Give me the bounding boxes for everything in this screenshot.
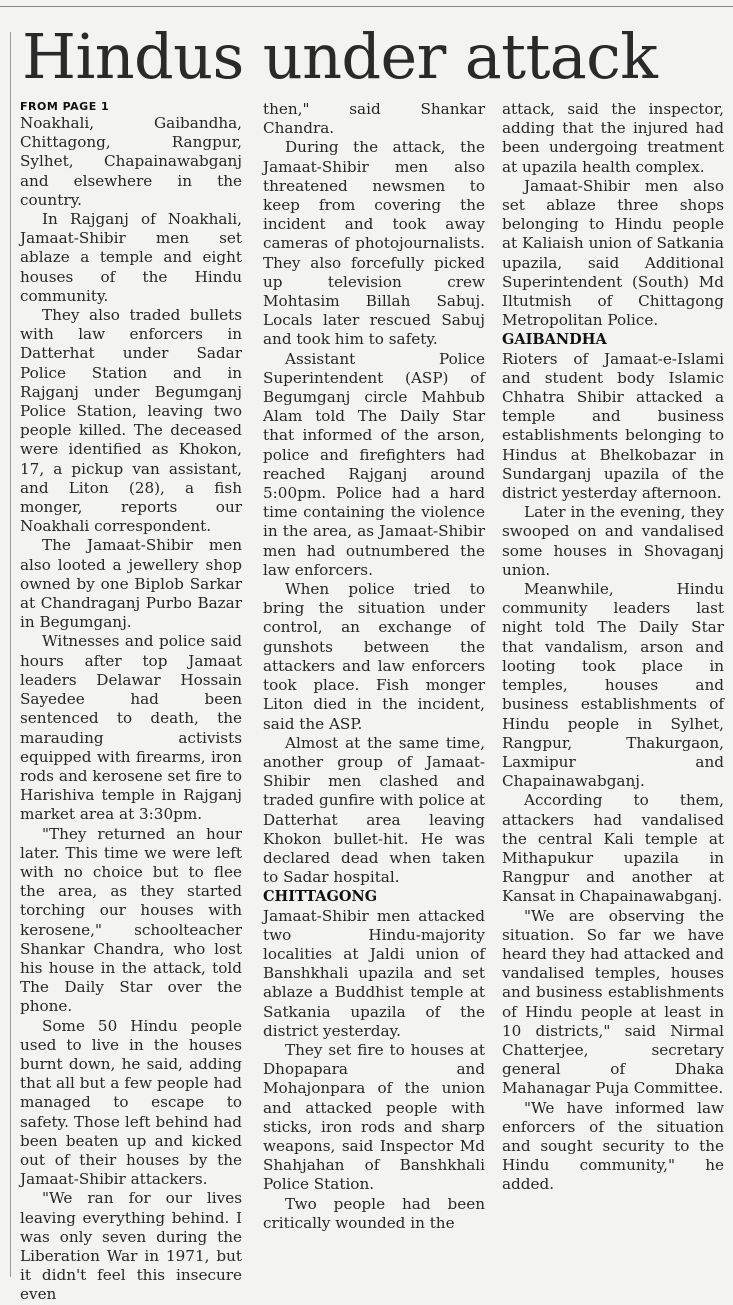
paragraph: They set fire to houses at Dhopapara and Mohajonpara of the union and attacked people with sticks, iron rods and sharp weapons, said Inspector Md Shahjahan of Banshkhali Police Station.	[263, 1040, 485, 1194]
paragraph: "We have informed law enforcers of the situation and sought security to the Hindu community," he added.	[502, 1098, 724, 1194]
top-rule	[0, 6, 733, 7]
paragraph: Jamaat-Shibir men also set ablaze three shops belonging to Hindu people at Kaliaish union of Satkania upazila, said Additional Superintendent (South) Md Iltutmish of Chittagong Metropolitan Police.	[502, 176, 724, 330]
column-rule	[10, 32, 11, 1277]
paragraph: Two people had been critically wounded in the	[263, 1194, 485, 1232]
column-2	[263, 100, 485, 1233]
paragraph: Meanwhile, Hindu community leaders last night told The Daily Star that vandalism, arson and looting took place in temples, houses and business establishments of Hindu people in Sylhet, Rangpur, Thakurgaon, Laxmipur and Chapainawabganj.	[502, 580, 724, 791]
column-1	[20, 100, 242, 1305]
paragraph: "They returned an hour later. This time we were left with no choice but to flee the area, as they started torching our houses with kerosene," schoolteacher Shankar Chandra, who lost his house in the attack, told The Daily Star over the phone.	[20, 824, 242, 1016]
paragraph: "We ran for our lives leaving everything behind. I was only seven during the Liberation War in 1971, but it didn't feel this insecure even	[20, 1189, 242, 1304]
paragraph: In Rajganj of Noakhali, Jamaat-Shibir men set ablaze a temple and eight houses of the Hindu community.	[20, 210, 242, 305]
paragraph: Later in the evening, they swooped on and vandalised some houses in Shovaganj union.	[502, 503, 724, 579]
subhead-chittagong: CHITTAGONG	[263, 888, 378, 906]
paragraph: "We are observing the situation. So far we have heard they had attacked and vandalised temples, houses and business establishments of Hindu people at least in 10 districts," said Nirmal Chatterjee, secretary general of Dhaka Mahanagar Puja Committee.	[502, 906, 724, 1098]
paragraph: According to them, attackers had vandalised the central Kali temple at Mithapukur upazila in Rangpur and another at Kansat in Chapainawabganj.	[502, 791, 724, 906]
headline: Hindus under attack	[22, 20, 658, 93]
paragraph: During the attack, the Jamaat-Shibir men also threatened newsmen to keep from covering the incident and took away cameras of photojournalists. They also forcefully picked up television crew Mohtasim Billah Sabuj. Locals later rescued Sabuj and took him to safety.	[263, 138, 485, 349]
column-3	[502, 100, 724, 1195]
paragraph: attack, said the inspector, adding that the injured had been undergoing treatment at upazila health complex.	[502, 100, 724, 176]
from-page-label: FROM PAGE 1	[20, 100, 110, 113]
paragraph: Almost at the same time, another group of Jamaat-Shibir men clashed and traded gunfire with police at Datterhat area leaving Khokon bullet-hit. He was declared dead when taken to Sadar hospital.	[263, 733, 485, 887]
paragraph: Jamaat-Shibir men attacked two Hindu-majority localities at Jaldi union of Banshkhali upazila and set ablaze a Buddhist temple at Satkania upazila of the district yesterday.	[263, 906, 485, 1040]
paragraph: then," said Shankar Chandra.	[263, 100, 485, 138]
subhead-gaibandha: GAIBANDHA	[502, 331, 607, 349]
paragraph: When police tried to bring the situation under control, an exchange of gunshots between the attackers and law enforcers took place. Fish monger Liton died in the incident, said the ASP.	[263, 580, 485, 733]
paragraph: Assistant Police Superintendent (ASP) of Begumganj circle Mahbub Alam told The Daily Star that informed of the arson, police and firefighters had reached Rajganj around 5:00pm. Police had a hard time containing the violence in the area, as Jamaat-Shibir men had outnumbered the law enforcers.	[263, 349, 485, 579]
paragraph: Witnesses and police said hours after top Jamaat leaders Delawar Hossain Sayedee had been sentenced to death, the marauding activists equipped with firearms, iron rods and kerosene set fire to Harishiva temple in Rajganj market area at 3:30pm.	[20, 632, 242, 824]
paragraph: Noakhali, Gaibandha, Chittagong, Rangpur, Sylhet, Chapainawabganj and elsewhere in the country.	[20, 114, 242, 209]
paragraph: Some 50 Hindu people used to live in the houses burnt down, he said, adding that all but a few people had managed to escape to safety. Those left behind had been beaten up and kicked out of their houses by the Jamaat-Shibir attackers.	[20, 1016, 242, 1189]
paragraph: They also traded bullets with law enforcers in Datterhat under Sadar Police Station and in Rajganj under Begumganj Police Station, leaving two people killed. The deceased were identified as Khokon, 17, a pickup van assistant, and Liton (28), a fish monger, reports our Noakhali correspondent.	[20, 306, 242, 536]
paragraph: The Jamaat-Shibir men also looted a jewellery shop owned by one Biplob Sarkar at Chandraganj Purbo Bazar in Begumganj.	[20, 536, 242, 632]
paragraph: Rioters of Jamaat-e-Islami and student body Islamic Chhatra Shibir attacked a temple and business establishments belonging to Hindus at Bhelkobazar in Sundarganj upazila of the district yesterday afternoon.	[502, 349, 724, 503]
